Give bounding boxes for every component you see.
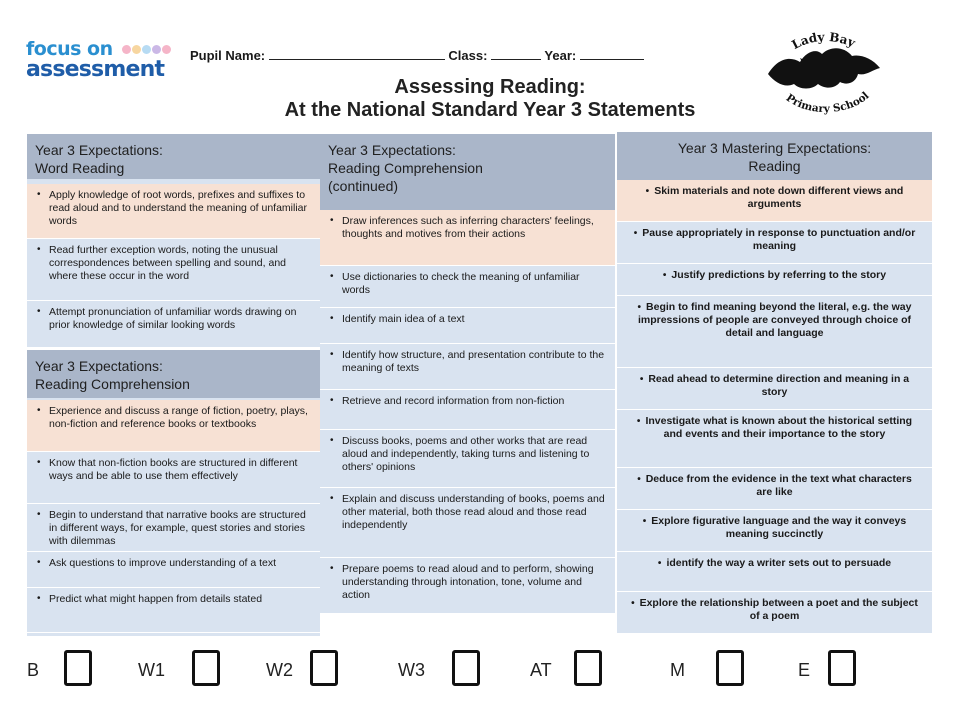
- year-field[interactable]: [580, 48, 644, 60]
- reading-comprehension-continued-panel: [320, 134, 615, 614]
- assessment-label-w3: W3: [398, 660, 425, 680]
- assessment-box-at[interactable]: [574, 650, 602, 686]
- reading-comprehension-panel: [27, 350, 320, 636]
- class-field[interactable]: [491, 48, 541, 60]
- list-item: • Attempt pronunciation of unfamiliar words drawing on prior knowledge of similar looking words: [27, 301, 320, 348]
- assessment-label-w1: W1: [138, 660, 165, 680]
- list-item: • identify the way a writer sets out to persuade: [617, 552, 932, 592]
- assessment-box-e[interactable]: [828, 650, 856, 686]
- list-item: • Discuss books, poems and other works that are read aloud and independently, taking turns and listening to others' opinions: [320, 430, 615, 488]
- svg-text:Primary School: [784, 90, 872, 115]
- svg-text:Lady Bay: [789, 30, 858, 52]
- list-item: • Explain and discuss understanding of books, poems and other material, both those read aloud and those read independently: [320, 488, 615, 558]
- class-label: Class:: [448, 48, 488, 63]
- list-item: • Predict what might happen from details stated: [27, 588, 320, 633]
- list-item: • Experience and discuss a range of fiction, poetry, plays, non-fiction and reference books or textbooks: [27, 400, 320, 452]
- assessment-box-m[interactable]: [716, 650, 744, 686]
- assessment-box-b[interactable]: [64, 650, 92, 686]
- year-label: Year:: [544, 48, 577, 63]
- assessment-label-at: AT: [530, 660, 552, 680]
- school-name-bottom: Primary School: [783, 89, 872, 116]
- assessment-box-w3[interactable]: [452, 650, 480, 686]
- reading-comprehension-continued-heading: Year 3 Expectations: Reading Comprehension (continued): [320, 134, 615, 210]
- list-item: • Begin to find meaning beyond the literal, e.g. the way impressions of people are conveyed through choice of detail and language: [617, 296, 932, 368]
- list-item: • Use dictionaries to check the meaning of unfamiliar words: [320, 266, 615, 308]
- logo-line-1: focus on: [26, 38, 113, 60]
- list-item: • Retrieve and record information from non-fiction: [320, 390, 615, 430]
- list-item: • Identify how structure, and presentation contribute to the meaning of texts: [320, 344, 615, 390]
- pupil-name-label: Pupil Name:: [190, 48, 266, 63]
- reading-comprehension-heading: Year 3 Expectations: Reading Comprehension: [27, 350, 320, 398]
- list-item: • Skim materials and note down different views and arguments: [617, 180, 932, 222]
- title-line-2: At the National Standard Year 3 Statements: [284, 99, 696, 121]
- list-item: • Read ahead to determine direction and meaning in a story: [617, 368, 932, 410]
- school-name-top: Lady Bay: [789, 29, 858, 52]
- assessment-label-m: M: [670, 660, 685, 680]
- assessment-label-b: B: [27, 660, 40, 680]
- assessment-box-w1[interactable]: [192, 650, 220, 686]
- list-item: • Explore the relationship between a poet and the subject of a poem: [617, 592, 932, 634]
- list-item: • Explore figurative language and the way it conveys meaning succinctly: [617, 510, 932, 552]
- page-title: [180, 76, 800, 122]
- word-reading-panel: [27, 134, 320, 348]
- title-line-1: Assessing Reading:: [394, 76, 586, 98]
- pupil-name-field[interactable]: [269, 48, 445, 60]
- school-dragon-logo: [760, 28, 890, 116]
- assessment-label-w2: W2: [266, 660, 293, 680]
- logo-line-2: assessment: [26, 57, 165, 82]
- list-item: • Draw inferences such as inferring characters' feelings, thoughts and motives from their actions: [320, 210, 615, 266]
- focus-on-assessment-logo: [26, 40, 176, 82]
- mastering-panel: [617, 132, 932, 634]
- mastering-heading: Year 3 Mastering Expectations: Reading: [617, 132, 932, 180]
- list-item: • Deduce from the evidence in the text what characters are like: [617, 468, 932, 510]
- list-item: • Read further exception words, noting the unusual correspondences between spelling and sound, and where these occur in the word: [27, 239, 320, 301]
- assessment-box-w2[interactable]: [310, 650, 338, 686]
- list-item: • Justify predictions by referring to the story: [617, 264, 932, 296]
- assessment-label-e: E: [798, 660, 811, 680]
- list-item: • Pause appropriately in response to punctuation and/or meaning: [617, 222, 932, 264]
- word-reading-heading: Year 3 Expectations: Word Reading: [27, 134, 320, 179]
- pupil-info-line: [190, 48, 644, 63]
- list-item: • Investigate what is known about the historical setting and events and their importance to the story: [617, 410, 932, 468]
- list-item: • Apply knowledge of root words, prefixes and suffixes to read aloud and to understand the meaning of unfamiliar words: [27, 184, 320, 239]
- list-item: • Begin to understand that narrative books are structured in different ways, for example, quest stories and stories with dilemmas: [27, 504, 320, 552]
- list-item: • Identify main idea of a text: [320, 308, 615, 344]
- dragon-icon: [768, 48, 880, 88]
- list-item: • Ask questions to improve understanding of a text: [27, 552, 320, 588]
- list-item: • Know that non-fiction books are structured in different ways and be able to use them effectively: [27, 452, 320, 504]
- list-item: • Prepare poems to read aloud and to perform, showing understanding through intonation, tone, volume and action: [320, 558, 615, 614]
